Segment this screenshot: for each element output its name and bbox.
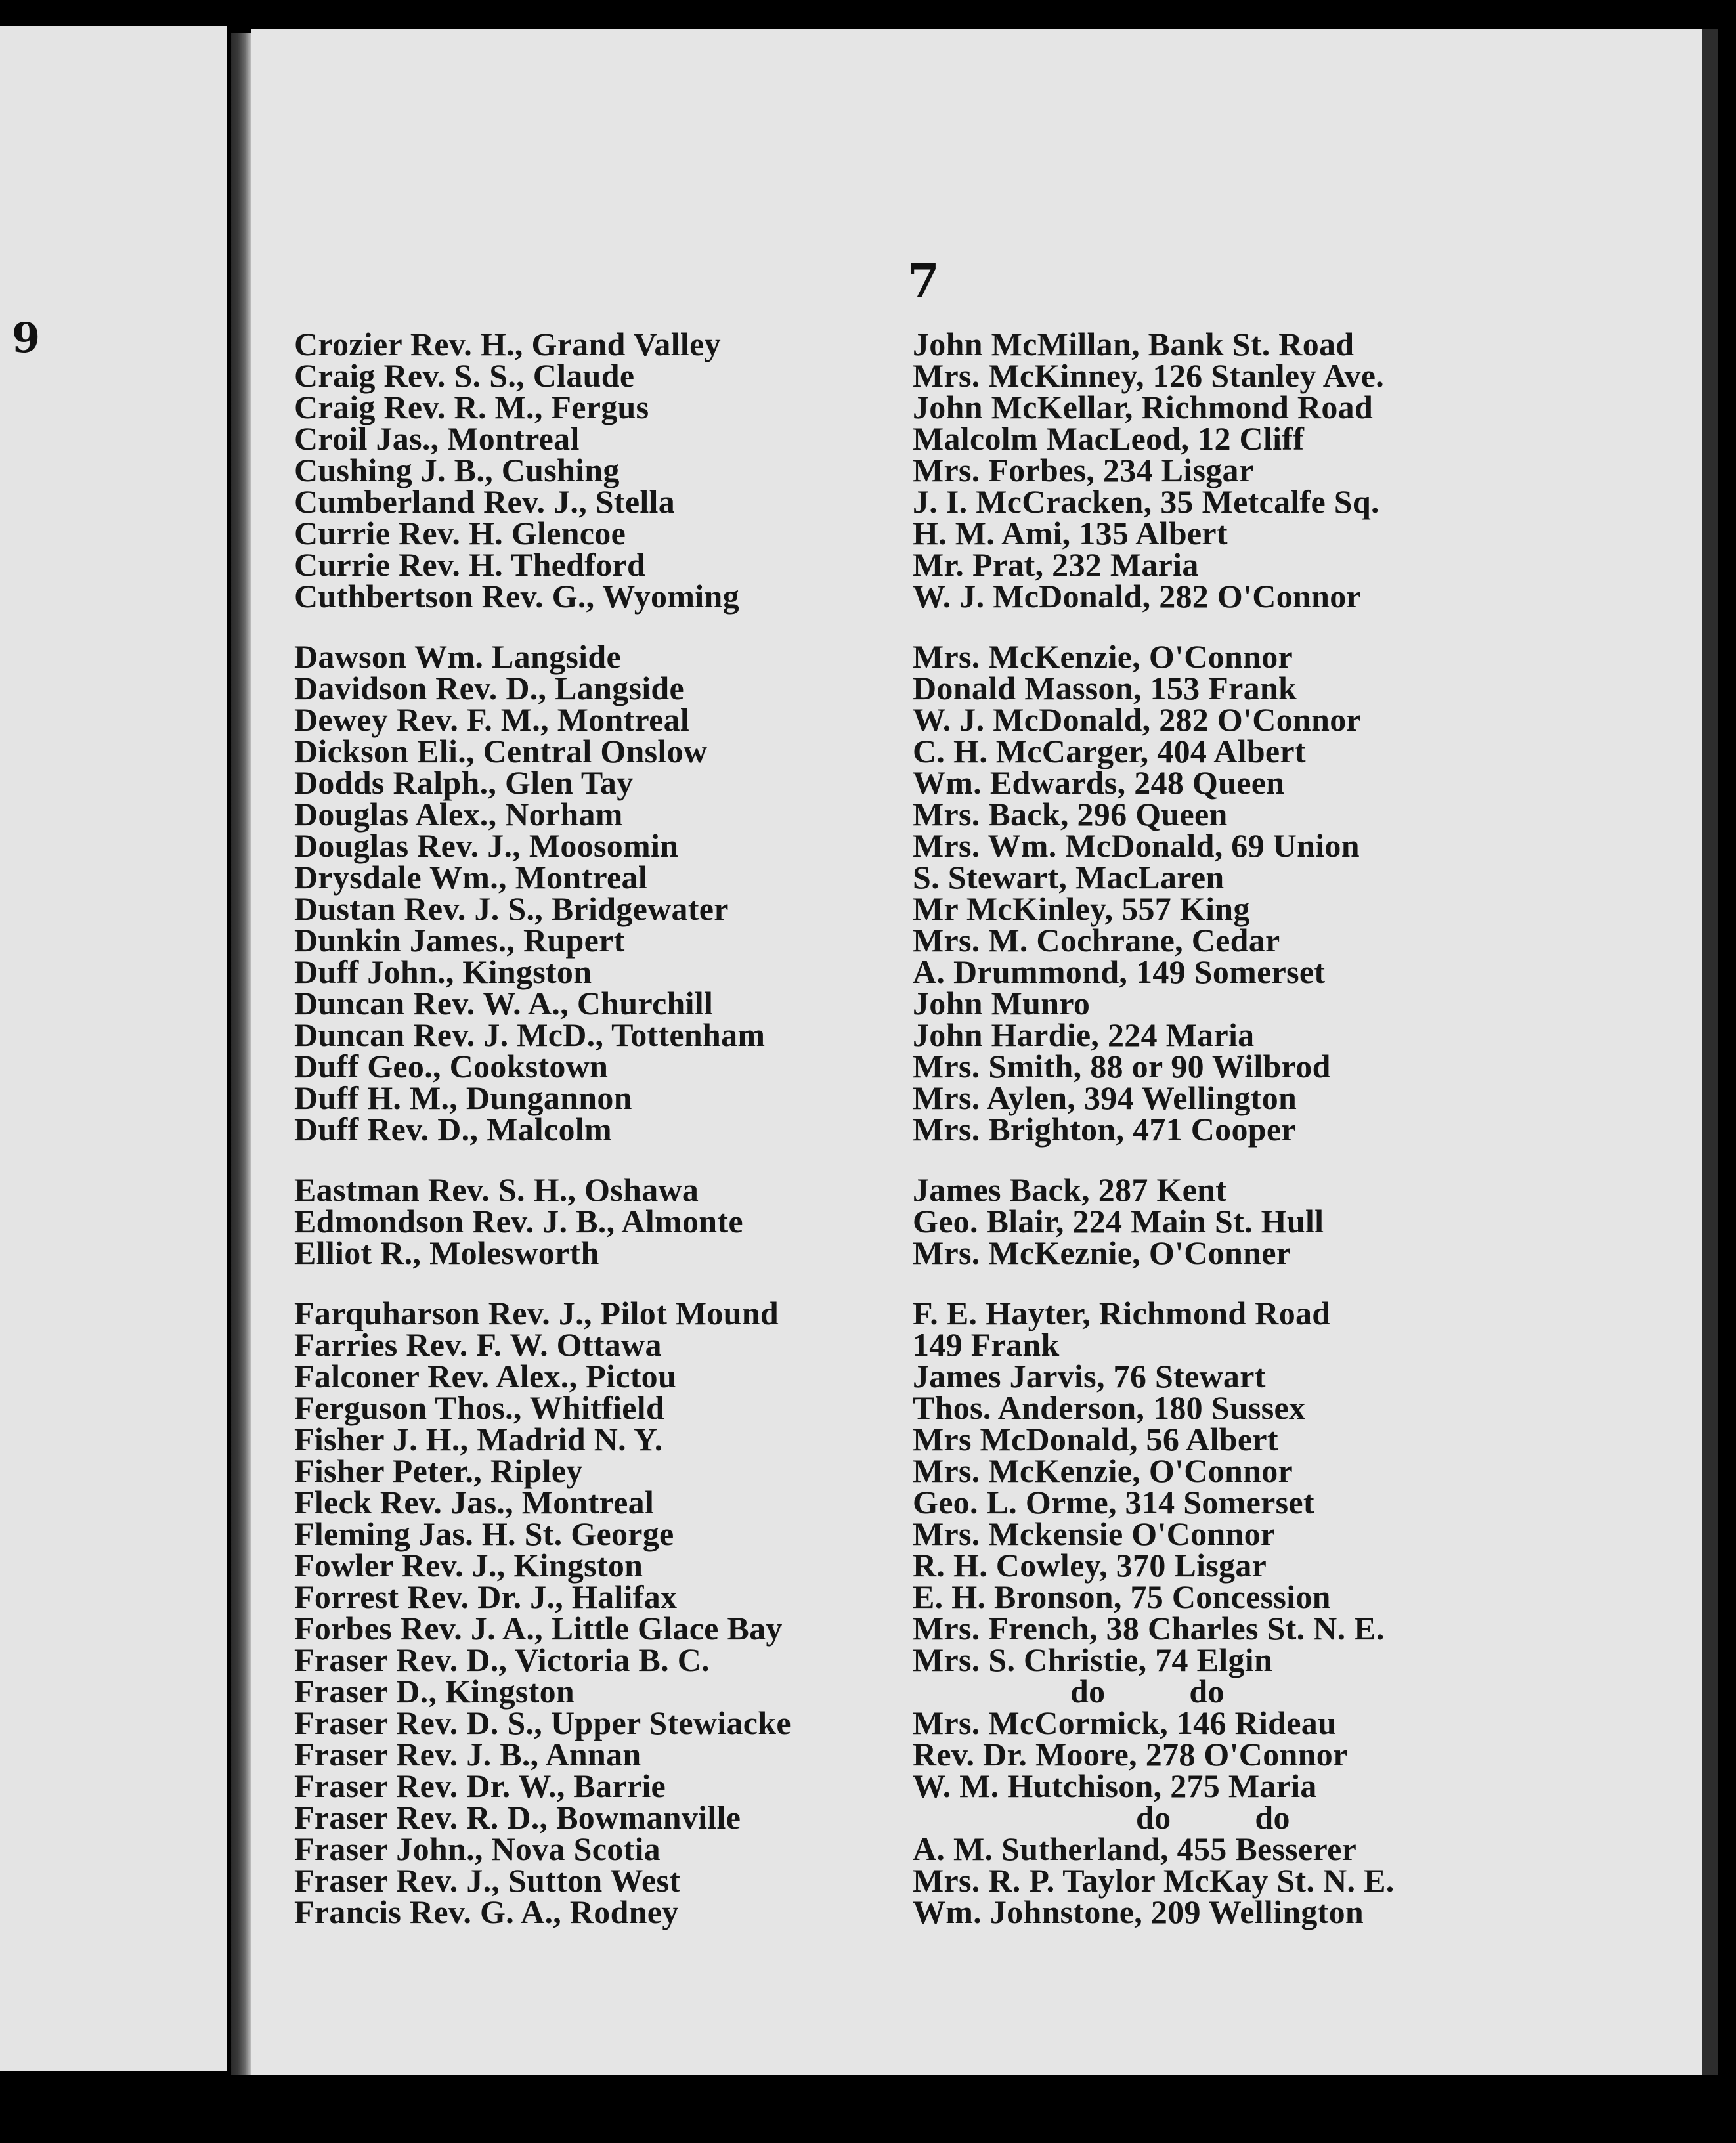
name-entry: Dickson Eli., Central Onslow [294,733,708,769]
address-entry: John Munro [913,985,1091,1022]
address-entry: C. H. McCarger, 404 Albert [913,733,1306,769]
page-number: 7 [907,253,940,308]
address-entry: Thos. Anderson, 180 Sussex [913,1389,1306,1426]
ditto-entry: do do [1136,1799,1290,1836]
name-entry: Farquharson Rev. J., Pilot Mound [294,1295,779,1331]
address-entry: John McMillan, Bank St. Road [913,326,1355,362]
address-entry: Mrs. Brighton, 471 Cooper [913,1111,1296,1148]
address-entry: Wm. Johnstone, 209 Wellington [913,1894,1364,1930]
address-entry: S. Stewart, MacLaren [913,859,1225,896]
name-entry: Dodds Ralph., Glen Tay [294,764,634,801]
name-entry: Edmondson Rev. J. B., Almonte [294,1203,743,1240]
address-entry: 149 Frank [913,1326,1060,1363]
name-entry: Currie Rev. H. Thedford [294,546,646,583]
address-entry: W. J. McDonald, 282 O'Connor [913,578,1362,615]
address-entry: Malcolm MacLeod, 12 Cliff [913,420,1305,457]
name-entry: Fraser Rev. D., Victoria B. C. [294,1641,710,1678]
name-entry: Cumberland Rev. J., Stella [294,483,676,520]
name-entry: Francis Rev. G. A., Rodney [294,1894,679,1930]
binding-gutter [231,33,251,2075]
address-entry: Geo. L. Orme, 314 Somerset [913,1484,1314,1521]
name-entry: Dustan Rev. J. S., Bridgewater [294,890,729,927]
name-entry: Fisher J. H., Madrid N. Y. [294,1421,663,1458]
address-entry: Mrs. Smith, 88 or 90 Wilbrod [913,1048,1331,1085]
name-entry: Duncan Rev. W. A., Churchill [294,985,714,1022]
address-entry: James Jarvis, 76 Stewart [913,1358,1266,1395]
address-entry: Mrs. S. Christie, 74 Elgin [913,1641,1273,1678]
name-entry: Davidson Rev. D., Langside [294,670,685,706]
name-entry: Fraser Rev. R. D., Bowmanville [294,1799,741,1836]
group-spacer [913,612,1569,641]
address-entry: A. Drummond, 149 Somerset [913,953,1326,990]
address-entry: Mrs. M. Cochrane, Cedar [913,922,1280,959]
name-entry: Fraser John., Nova Scotia [294,1830,661,1867]
name-entry: Dewey Rev. F. M., Montreal [294,701,690,738]
address-entry: H. M. Ami, 135 Albert [913,515,1228,552]
name-entry: Forbes Rev. J. A., Little Glace Bay [294,1610,783,1647]
address-entry: Mr. Prat, 232 Maria [913,546,1199,583]
address-entry: Mrs. French, 38 Charles St. N. E. [913,1610,1385,1647]
address-entry: Rev. Dr. Moore, 278 O'Connor [913,1736,1348,1773]
address-entry: Mrs. Mckensie O'Connor [913,1515,1276,1552]
name-entry: Douglas Rev. J., Moosomin [294,827,679,864]
name-entry: Douglas Alex., Norham [294,796,623,833]
name-entry: Fraser Rev. J., Sutton West [294,1862,681,1899]
name-entry: Craig Rev. S. S., Claude [294,357,635,394]
scan-border [0,2080,1736,2143]
group-spacer [294,1268,885,1297]
group-spacer [913,1145,1569,1174]
name-entry: Fraser Rev. Dr. W., Barrie [294,1767,666,1804]
address-entry: Mrs. Wm. McDonald, 69 Union [913,827,1360,864]
address-entry: Mrs. Aylen, 394 Wellington [913,1079,1297,1116]
address-entry: John McKellar, Richmond Road [913,389,1374,425]
address-entry: Mrs. R. P. Taylor McKay St. N. E. [913,1862,1395,1899]
name-entry: Craig Rev. R. M., Fergus [294,389,649,425]
name-entry: Eastman Rev. S. H., Oshawa [294,1171,699,1208]
name-entry: Duncan Rev. J. McD., Tottenham [294,1016,766,1053]
address-entry: Mr McKinley, 557 King [913,890,1250,927]
name-entry: Fowler Rev. J., Kingston [294,1547,643,1584]
name-entry: Falconer Rev. Alex., Pictou [294,1358,677,1395]
ditto-entry: do do [1070,1673,1225,1710]
group-spacer [294,612,885,641]
name-entry: Fraser D., Kingston [294,1673,575,1710]
address-entry: James Back, 287 Kent [913,1171,1227,1208]
name-entry: Farries Rev. F. W. Ottawa [294,1326,662,1363]
facing-page-number: 9 [12,314,41,362]
address-entry: Mrs. Back, 296 Queen [913,796,1228,833]
name-entry: Forrest Rev. Dr. J., Halifax [294,1578,678,1615]
name-entry: Croil Jas., Montreal [294,420,580,457]
name-entry: Fraser Rev. D. S., Upper Stewiacke [294,1704,791,1741]
address-entry: E. H. Bronson, 75 Concession [913,1578,1331,1615]
page-edge-shadow [1702,29,1718,2075]
address-entry: J. I. McCracken, 35 Metcalfe Sq. [913,483,1379,520]
name-entry: Dunkin James., Rupert [294,922,625,959]
name-entry: Duff John., Kingston [294,953,592,990]
name-entry: Drysdale Wm., Montreal [294,859,648,896]
address-entry: Mrs. Forbes, 234 Lisgar [913,452,1254,488]
name-entry: Ferguson Thos., Whitfield [294,1389,665,1426]
address-entry: Mrs. McKenzie, O'Connor [913,638,1293,675]
name-entry: Duff Rev. D., Malcolm [294,1111,612,1148]
address-entry: Mrs. McKeznie, O'Conner [913,1234,1291,1271]
addresses-column [913,328,1569,1928]
address-entry: Mrs. McKenzie, O'Connor [913,1452,1293,1489]
name-entry: Currie Rev. H. Glencoe [294,515,626,552]
address-entry: A. M. Sutherland, 455 Besserer [913,1830,1357,1867]
name-entry: Fleming Jas. H. St. George [294,1515,674,1552]
name-entry: Crozier Rev. H., Grand Valley [294,326,721,362]
address-entry: R. H. Cowley, 370 Lisgar [913,1547,1267,1584]
address-entry: F. E. Hayter, Richmond Road [913,1295,1331,1331]
address-entry: Mrs. McKinney, 126 Stanley Ave. [913,357,1385,394]
group-spacer [913,1268,1569,1297]
name-entry: Duff H. M., Dungannon [294,1079,632,1116]
names-column [294,328,885,1928]
name-entry: Duff Geo., Cookstown [294,1048,609,1085]
name-entry: Elliot R., Molesworth [294,1234,599,1271]
address-entry: John Hardie, 224 Maria [913,1016,1255,1053]
address-entry: Mrs. McCormick, 146 Rideau [913,1704,1337,1741]
group-spacer [294,1145,885,1174]
address-entry: Geo. Blair, 224 Main St. Hull [913,1203,1324,1240]
name-entry: Fraser Rev. J. B., Annan [294,1736,641,1773]
address-entry: Wm. Edwards, 248 Queen [913,764,1285,801]
name-entry: Dawson Wm. Langside [294,638,621,675]
name-entry: Cuthbertson Rev. G., Wyoming [294,578,739,615]
address-entry: W. M. Hutchison, 275 Maria [913,1767,1317,1804]
address-entry: W. J. McDonald, 282 O'Connor [913,701,1362,738]
name-entry: Fleck Rev. Jas., Montreal [294,1484,655,1521]
name-entry: Fisher Peter., Ripley [294,1452,583,1489]
address-entry: Donald Masson, 153 Frank [913,670,1297,706]
address-entry: Mrs McDonald, 56 Albert [913,1421,1278,1458]
name-entry: Cushing J. B., Cushing [294,452,620,488]
